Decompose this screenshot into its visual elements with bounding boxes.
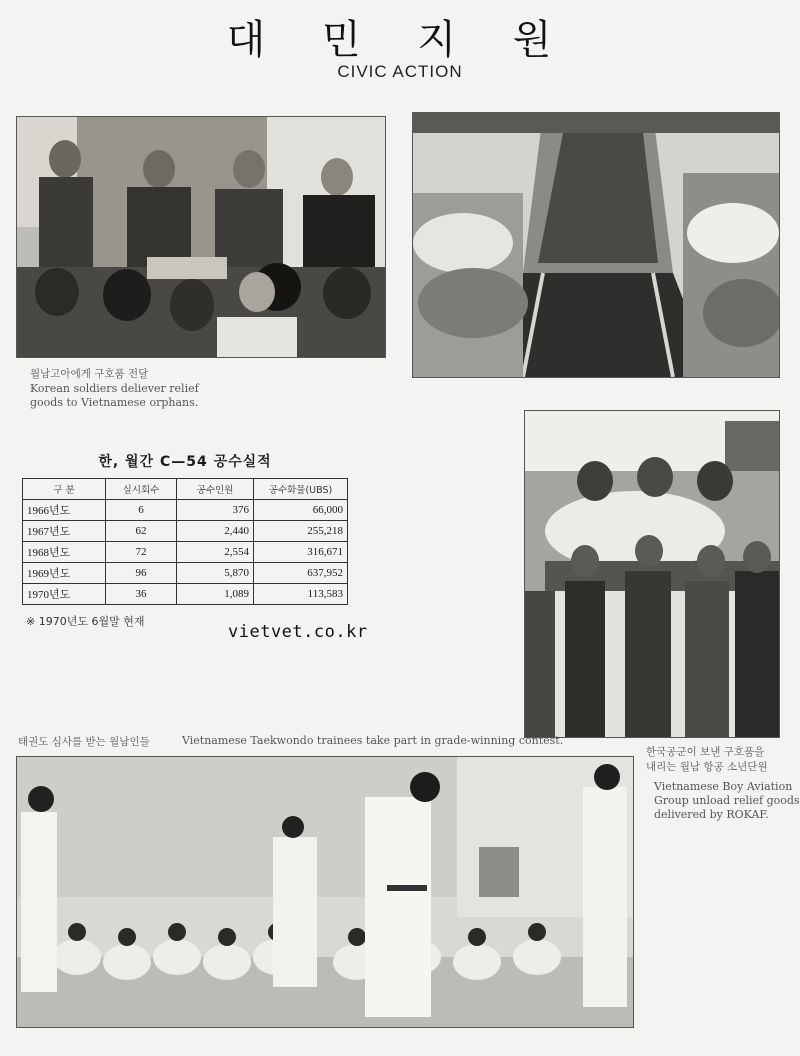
- cell-year: 1968년도: [23, 542, 106, 563]
- cell-year: 1969년도: [23, 563, 106, 584]
- cell-year: 1970년도: [23, 584, 106, 605]
- cell-flights: 72: [106, 542, 177, 563]
- cell-flights: 96: [106, 563, 177, 584]
- cell-cargo: 316,671: [254, 542, 348, 563]
- cell-flights: 6: [106, 500, 177, 521]
- caption-unloading-en-1: Vietnamese Boy Aviation: [654, 780, 793, 793]
- header-flights: 실시회수: [106, 479, 177, 500]
- caption-orphans-en-1: Korean soldiers deliever relief: [30, 382, 199, 395]
- table-header-row: [23, 479, 348, 500]
- caption-orphans-en-2: goods to Vietnamese orphans.: [30, 396, 199, 409]
- table-row: [23, 500, 348, 521]
- table-note: ※ 1970년도 6월말 현재: [26, 615, 145, 628]
- caption-unloading-ko-1: 한국공군이 보낸 구호품을: [646, 746, 765, 758]
- caption-unloading-ko-2: 내리는 월남 항공 소년단원: [646, 761, 768, 773]
- table-row: [23, 521, 348, 542]
- table-row: [23, 584, 348, 605]
- photo-taekwondo: [16, 756, 634, 1028]
- photo-soldiers-orphans: [16, 116, 386, 358]
- caption-unloading-en-3: delivered by ROKAF.: [654, 808, 769, 821]
- cell-personnel: 2,554: [177, 542, 254, 563]
- airlift-stats-table: [22, 478, 348, 605]
- cell-personnel: 5,870: [177, 563, 254, 584]
- header-cargo: 공수화물(UBS): [254, 479, 348, 500]
- cell-year: 1967년도: [23, 521, 106, 542]
- photo-aircraft-interior: [412, 112, 780, 378]
- cell-flights: 62: [106, 521, 177, 542]
- cell-cargo: 66,000: [254, 500, 348, 521]
- cell-cargo: 637,952: [254, 563, 348, 584]
- cell-cargo: 255,218: [254, 521, 348, 542]
- header-personnel: 공수인원: [177, 479, 254, 500]
- cell-personnel: 2,440: [177, 521, 254, 542]
- cell-year: 1966년도: [23, 500, 106, 521]
- cell-cargo: 113,583: [254, 584, 348, 605]
- caption-orphans-ko: 월남고아에게 구호품 전달: [30, 368, 149, 380]
- watermark-url: vietvet.co.kr: [228, 622, 368, 642]
- cell-personnel: 376: [177, 500, 254, 521]
- cell-personnel: 1,089: [177, 584, 254, 605]
- caption-taekwondo-ko: 태권도 심사를 받는 월남인들: [18, 736, 150, 748]
- table-title: 한, 월간 C—54 공수실적: [98, 454, 272, 470]
- page-title: 대 민 지 원: [226, 17, 574, 63]
- table-row: [23, 542, 348, 563]
- cell-flights: 36: [106, 584, 177, 605]
- header-category: 구 분: [23, 479, 106, 500]
- caption-taekwondo-en: Vietnamese Taekwondo trainees take part in grade-winning contest.: [182, 734, 564, 747]
- page-subtitle: CIVIC ACTION: [337, 62, 463, 81]
- table-row: [23, 563, 348, 584]
- photo-unloading-goods: [524, 410, 780, 738]
- caption-unloading-en-2: Group unload relief goods: [654, 794, 800, 807]
